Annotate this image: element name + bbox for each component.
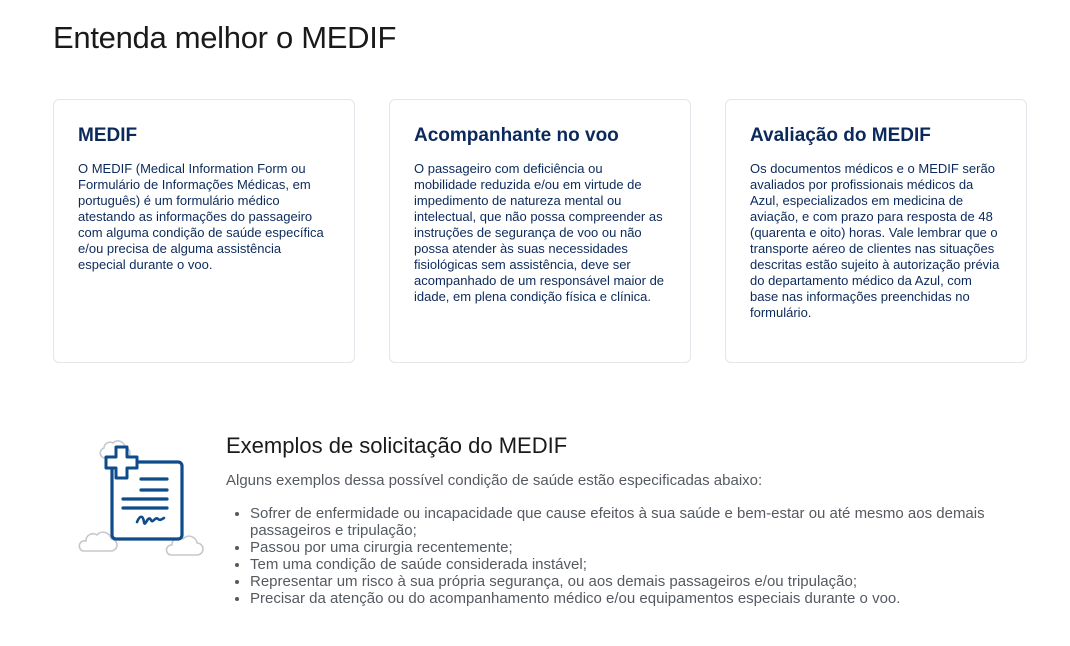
medical-form-with-clouds-icon	[78, 436, 204, 560]
card-acompanhante	[389, 99, 691, 363]
card-text: O passageiro com deficiência ou mobilidade reduzida e/ou em virtude de impedimento de natureza mental ou intelectual, que não possa compreender as instruções de segurança de voo ou não possa atender às suas necessidades fisiológicas sem assistência, deve ser acompanhado de um responsável maior de idade, em plena condição física e clínica.	[414, 161, 665, 304]
card-text: O MEDIF (Medical Information Form ou Formulário de Informações Médicas, em português) é um formulário médico atestando as informações do passageiro com alguma condição de saúde específica e/ou precisa de alguma assistência especial durante o voo.	[78, 161, 324, 272]
card-medif	[53, 99, 355, 363]
card-text: Os documentos médicos e o MEDIF serão avaliados por profissionais médicos da Azul, especializados em medicina de aviação, e com prazo para resposta de 48 (quarenta e oito) horas. Vale lembrar que o transporte aéreo de clientes nas situações descritas estão sujeito à autorização prévia do departamento médico da Azul, com base nas informações preenchidas no formulário.	[750, 161, 1000, 320]
card-heading: Avaliação do MEDIF	[750, 125, 931, 146]
card-heading: Acompanhante no voo	[414, 125, 619, 146]
list-item: • Passou por uma cirurgia recentemente;	[250, 539, 1026, 556]
card-avaliacao	[725, 99, 1027, 363]
examples-section	[226, 433, 1026, 607]
list-item: • Representar um risco à sua própria segurança, ou aos demais passageiros e/ou tripulação;	[250, 573, 1026, 590]
list-item: • Sofrer de enfermidade ou incapacidade que cause efeitos à sua saúde e bem-estar ou até mesmo aos demais passageiros e tripulação;	[250, 505, 1026, 539]
list-item: • Tem uma condição de saúde considerada instável;	[250, 556, 1026, 573]
examples-heading: Exemplos de solicitação do MEDIF	[226, 433, 568, 458]
examples-list	[226, 505, 1026, 607]
page-title: Entenda melhor o MEDIF	[53, 20, 397, 55]
examples-intro: Alguns exemplos dessa possível condição de saúde estão especificadas abaixo:	[226, 472, 763, 489]
card-heading: MEDIF	[78, 125, 138, 146]
list-item: • Precisar da atenção ou do acompanhamento médico e/ou equipamentos especiais durante o voo.	[250, 590, 1026, 607]
